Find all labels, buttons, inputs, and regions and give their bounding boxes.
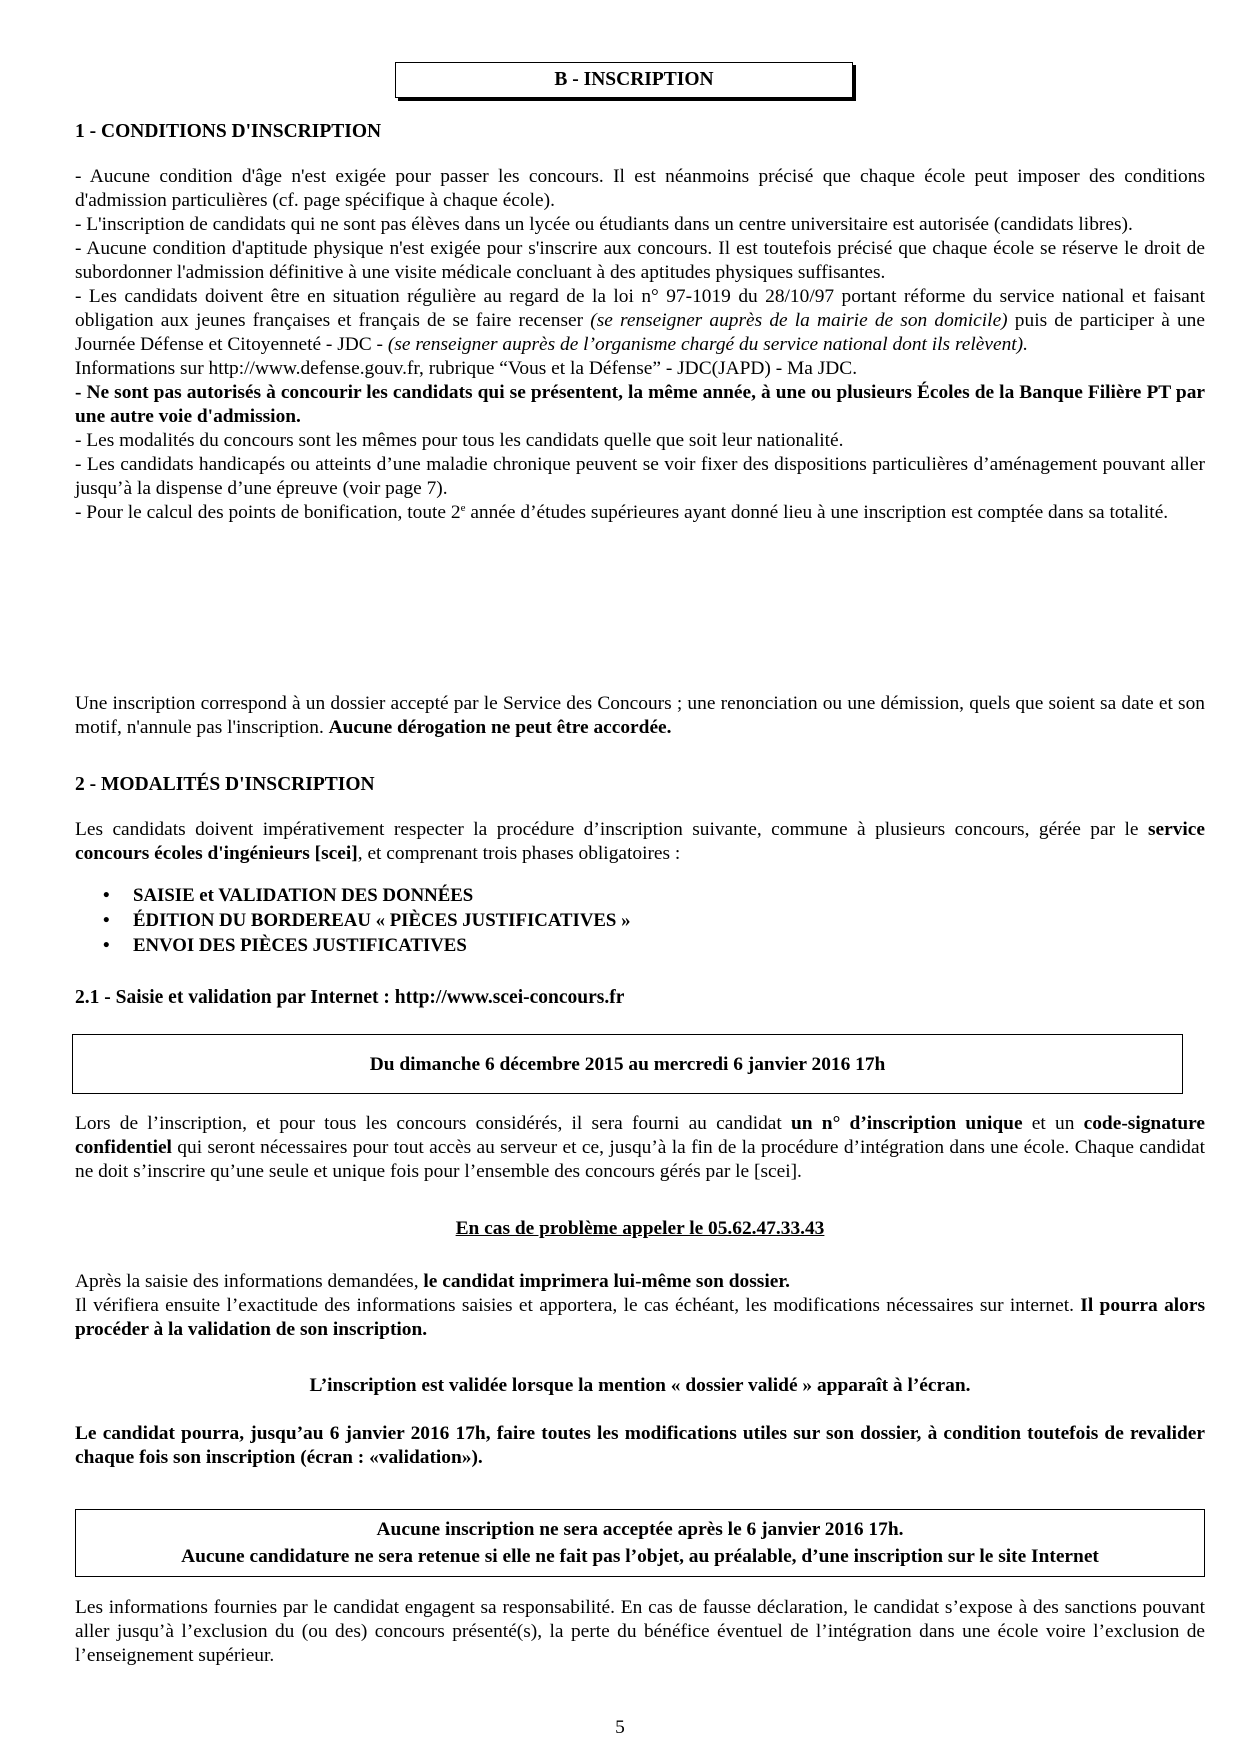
- page-number: 5: [615, 1717, 625, 1738]
- paragraph-national-service: - Les candidats doivent être en situation régulière au regard de la loi n° 97-1019 du 28/10/97 portant réforme du service national et faisant obligation aux jeunes françaises et français de se faire recenser (se renseigner auprès de la mairie de son domicile) puis de participer à une Journée Défense et Citoyenneté - JDC - (se renseigner auprès de l’organisme chargé du service national dont ils relèvent).: [75, 286, 1205, 355]
- deadline-warning-box: [75, 1509, 1205, 1577]
- paragraph-nationality: - Les modalités du concours sont les mêmes pour tous les candidats quelle que soit leur nationalité.: [75, 430, 844, 451]
- section-2-heading: 2 - MODALITÉS D'INSCRIPTION: [75, 774, 375, 795]
- section-2-1-heading: 2.1 - Saisie et validation par Internet : http://www.scei-concours.fr: [75, 987, 625, 1008]
- list-item: • ÉDITION DU BORDEREAU « PIÈCES JUSTIFICATIVES »: [103, 908, 1205, 933]
- paragraph-unique-number: Lors de l’inscription, et pour tous les concours considérés, il sera fourni au candidat un n° d’inscription unique et un code-signature confidentiel qui seront nécessaires pour tout accès au serveur et ce, jusqu’à la fin de la procédure d’intégration dans une école. Chaque candidat ne doit s’inscrire qu’une seule et unique fois pour l’ensemble des concours gérés par le [scei].: [75, 1113, 1205, 1182]
- list-item: • ENVOI DES PIÈCES JUSTIFICATIVES: [103, 933, 1205, 958]
- paragraph-not-allowed: - Ne sont pas autorisés à concourir les candidats qui se présentent, la même année, à une ou plusieurs Écoles de la Banque Filière PT par une autre voie d'admission.: [75, 382, 1205, 427]
- problem-phone: En cas de problème appeler le 05.62.47.33.43: [455, 1218, 825, 1239]
- validated-notice: L’inscription est validée lorsque la mention « dossier validé » apparaît à l’écran.: [309, 1375, 971, 1396]
- page-title: B - INSCRIPTION: [554, 69, 714, 90]
- registration-dates-box: Du dimanche 6 décembre 2015 au mercredi 6 janvier 2016 17h: [72, 1034, 1183, 1094]
- warning-line-1: Aucune inscription ne sera acceptée après le 6 janvier 2016 17h.: [376, 1519, 904, 1540]
- section-1-body: [75, 165, 1205, 525]
- paragraph-registration-definition: Une inscription correspond à un dossier accepté par le Service des Concours ; une renonciation ou une démission, quels que soient sa date et son motif, n'annule pas l'inscription. Aucune dérogation ne peut être accordée.: [75, 693, 1205, 738]
- paragraph-modifications: Le candidat pourra, jusqu’au 6 janvier 2016 17h, faire toutes les modifications utiles sur son dossier, à condition toutefois de revalider chaque fois son inscription (écran : «validation»).: [75, 1423, 1205, 1468]
- paragraph-verify: Il vérifiera ensuite l’exactitude des informations saisies et apportera, le cas échéant, les modifications nécessaires sur internet. Il pourra alors procéder à la validation de son inscription.: [75, 1295, 1205, 1340]
- paragraph-procedure: Les candidats doivent impérativement respecter la procédure d’inscription suivante, commune à plusieurs concours, gérée par le service concours écoles d'ingénieurs [scei], et comprenant trois phases obligatoires :: [75, 819, 1205, 864]
- paragraph-free-candidates: - L'inscription de candidats qui ne sont pas élèves dans un lycée ou étudiants dans un centre universitaire est autorisée (candidats libres).: [75, 214, 1133, 235]
- paragraph-handicap: - Les candidats handicapés ou atteints d’une maladie chronique peuvent se voir fixer des dispositions particulières d’aménagement pouvant aller jusqu’à la dispense d’une épreuve (voir page 7).: [75, 454, 1205, 499]
- paragraph-age: - Aucune condition d'âge n'est exigée pour passer les concours. Il est néanmoins précisé que chaque école peut imposer des conditions d'admission particulières (cf. page spécifique à chaque école).: [75, 166, 1205, 211]
- section-1-heading: 1 - CONDITIONS D'INSCRIPTION: [75, 121, 382, 142]
- list-item: • SAISIE et VALIDATION DES DONNÉES: [103, 883, 1205, 908]
- page-title-box: [395, 62, 853, 98]
- paragraph-defense-info: Informations sur http://www.defense.gouv.fr, rubrique “Vous et la Défense” - JDC(JAPD) - Ma JDC.: [75, 358, 858, 379]
- paragraph-responsibility: Les informations fournies par le candidat engagent sa responsabilité. En cas de fausse déclaration, le candidat s’expose à des sanctions pouvant aller jusqu’à l’exclusion du (ou des) concours présenté(s), la perte du bénéfice éventuel de l’intégration dans une école voire l’exclusion de l’enseignement supérieur.: [75, 1597, 1205, 1666]
- paragraph-bonus: - Pour le calcul des points de bonification, toute 2e année d’études supérieures ayant donné lieu à une inscription est comptée dans sa totalité.: [75, 502, 1169, 523]
- paragraph-print: Après la saisie des informations demandées, le candidat imprimera lui-même son dossier.: [75, 1271, 791, 1292]
- phases-list: [75, 883, 1205, 958]
- warning-line-2: Aucune candidature ne sera retenue si elle ne fait pas l’objet, au préalable, d’une inscription sur le site Internet: [181, 1546, 1099, 1567]
- paragraph-physical: - Aucune condition d'aptitude physique n'est exigée pour s'inscrire aux concours. Il est toutefois précisé que chaque école se réserve le droit de subordonner l'admission définitive à une visite médicale concluant à des aptitudes physiques suffisantes.: [75, 238, 1205, 283]
- print-validate-block: [75, 1270, 1205, 1342]
